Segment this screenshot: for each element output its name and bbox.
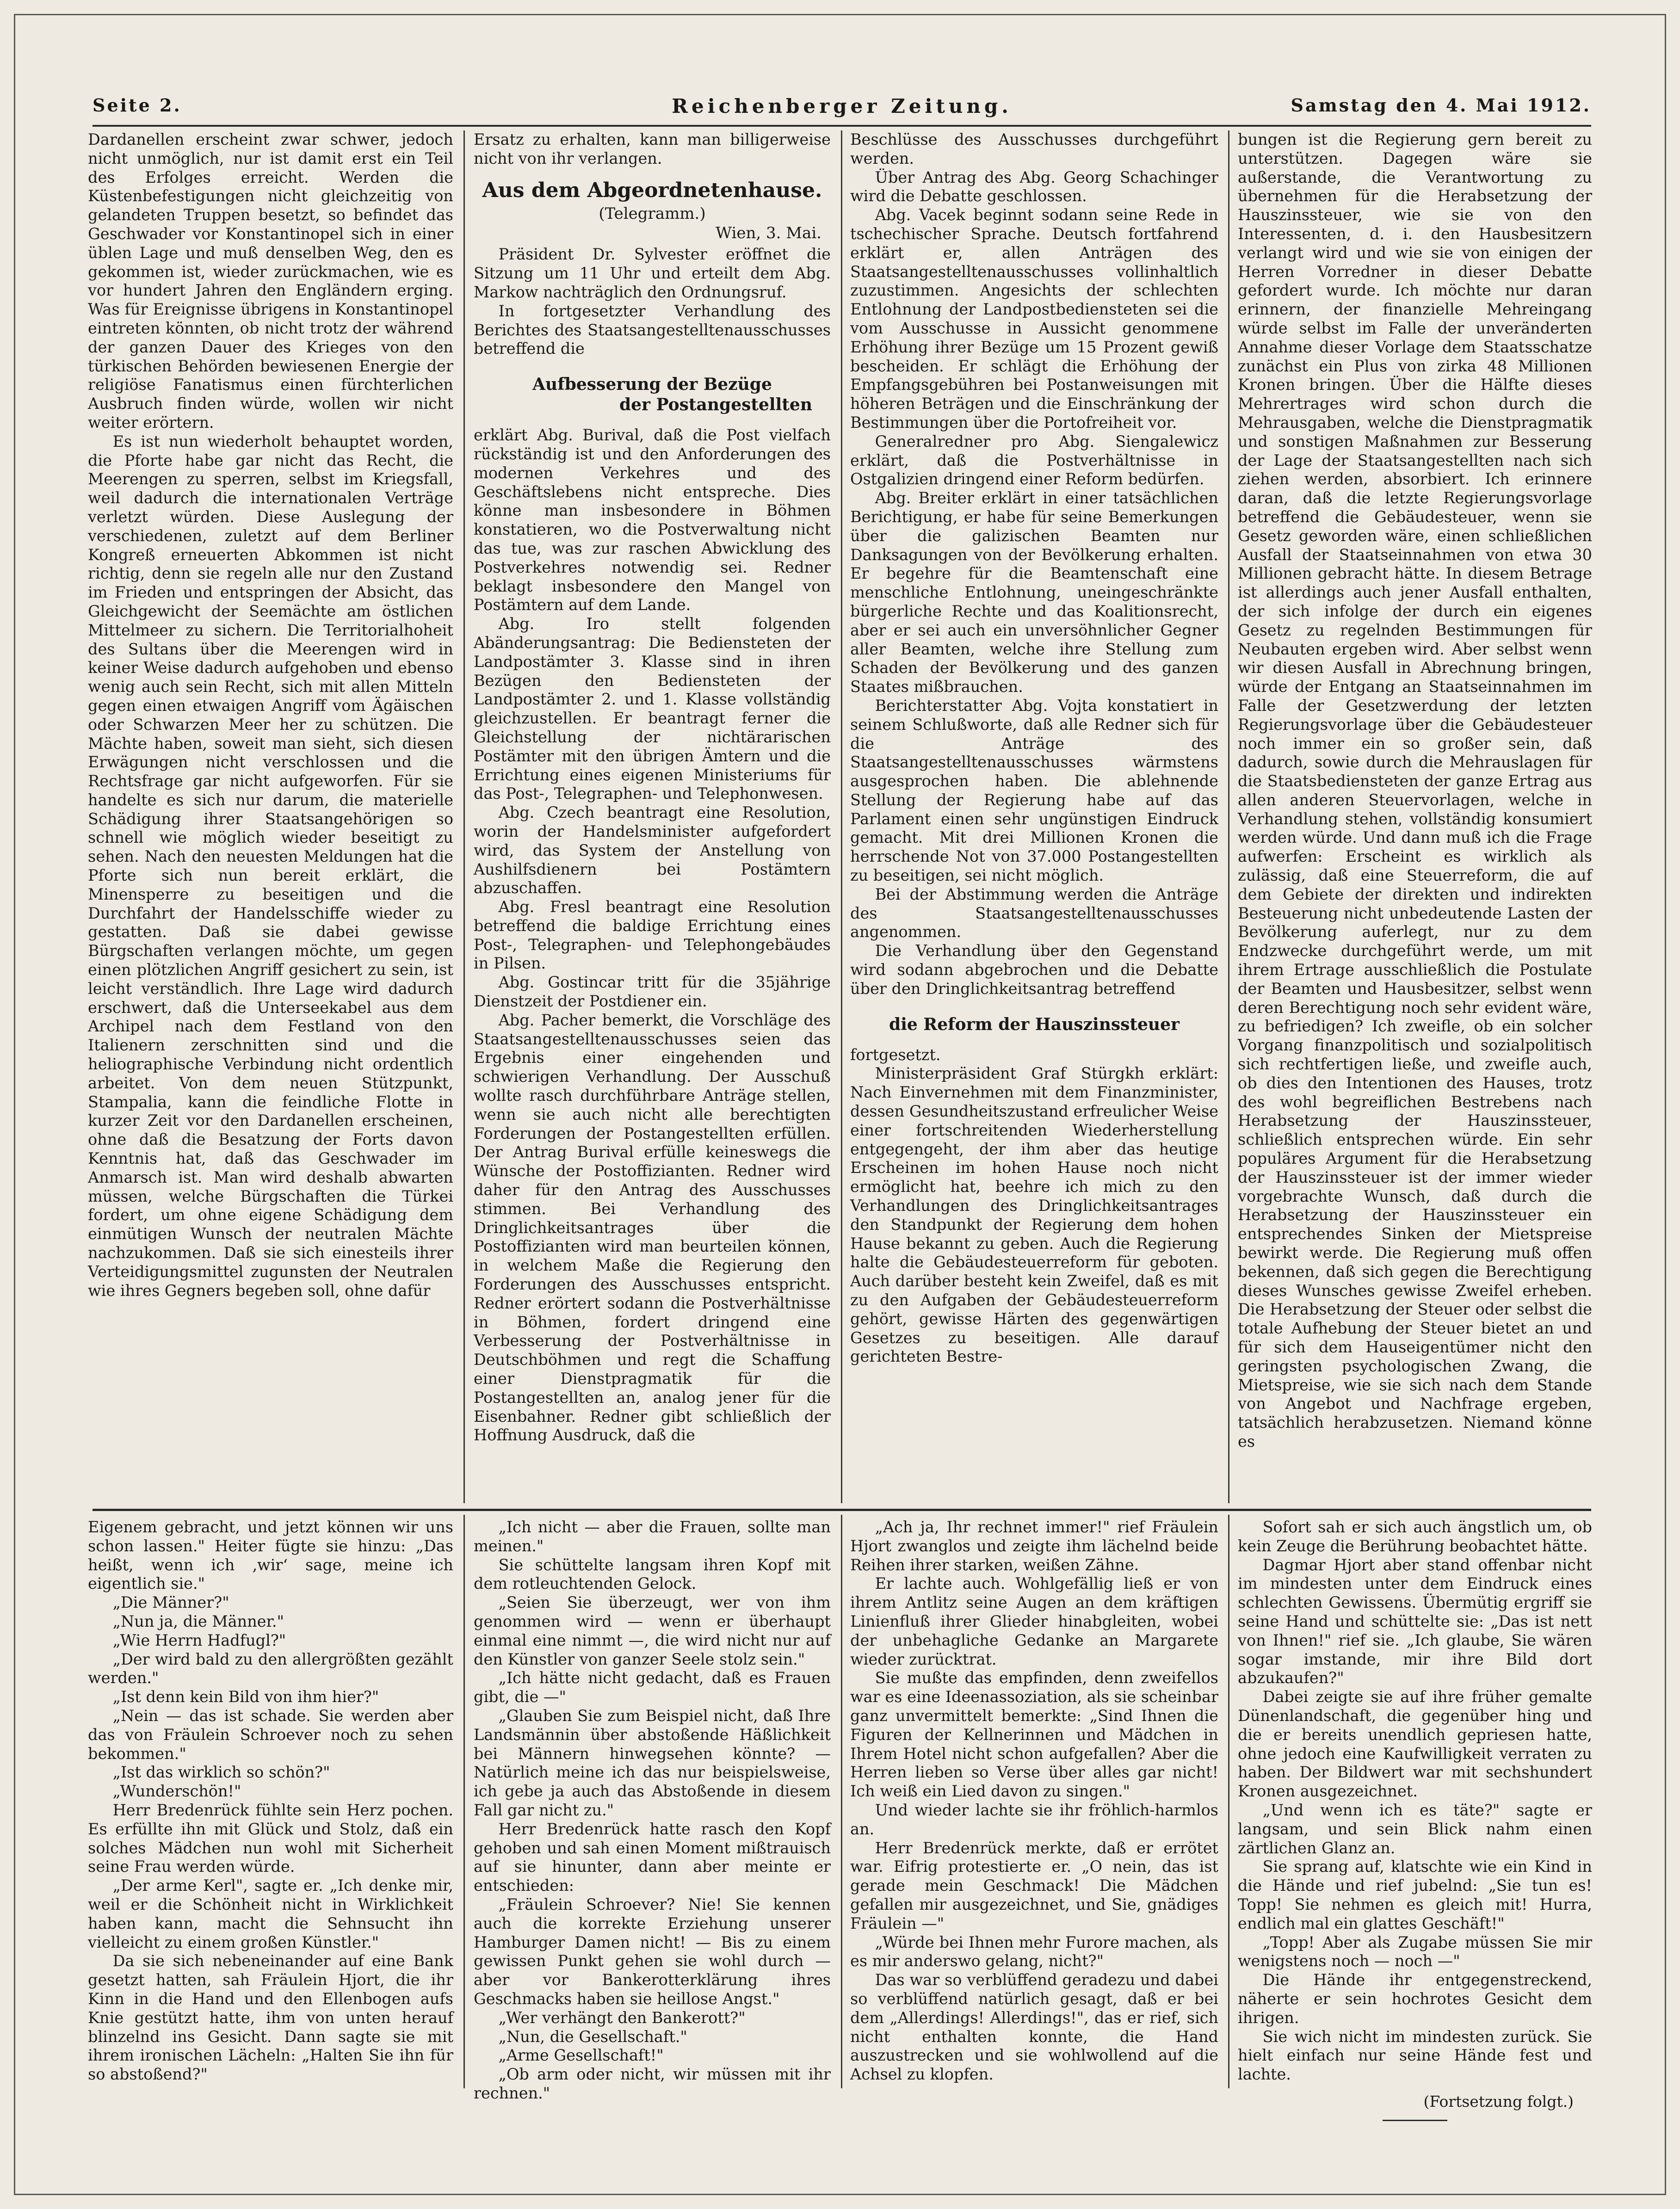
story-paragraph: Herr Bredenrück fühlte sein Herz pochen. Es erfüllte ihn mit Glück und Stolz, daß ein solches Mädchen nun wohl mit Sicherheit seine Frau werden würde.	[88, 1801, 453, 1876]
article-paragraph: In fortgesetzter Verhandlung des Berichtes des Staatsangestelltenausschusses betreffend die	[474, 302, 831, 358]
feuilleton-column-3	[850, 1518, 1218, 2087]
article-paragraph: Die Verhandlung über den Gegenstand wird sodann abgebrochen und die Debatte über den Dringlichkeitsantrag betreffend	[850, 942, 1218, 998]
story-paragraph: „Ob arm oder nicht, wir müssen mit ihr rechnen."	[474, 2065, 831, 2102]
story-paragraph: „Arme Gesellschaft!"	[498, 2046, 664, 2065]
article-paragraph: Präsident Dr. Sylvester eröffnet die Sitzung um 11 Uhr und erteilt dem Abg. Markow nachträglich den Ordnungsruf.	[474, 245, 831, 301]
article-headline: Aus dem Abgeordnetenhause.	[482, 178, 822, 202]
newspaper-title: Reichenberger Zeitung.	[672, 95, 1012, 117]
story-paragraph: „Topp! Aber als Zugabe müssen Sie mir wenigstens noch — noch —"	[1238, 1933, 1592, 1970]
story-paragraph: „Ich hätte nicht gedacht, daß es Frauen gibt, die —"	[474, 1669, 831, 1706]
continuation-note: (Fortsetzung folgt.)	[1423, 2092, 1574, 2110]
article-paragraph: Abg. Pacher bemerkt, die Vorschläge des Staatsangestelltenausschusses seien das Ergebnis einer eingehenden und schwierigen Verhandlung. Der Ausschuß wollte rasch durchführbare Anträge stellen, wenn sie auch nicht alle berechtigten Forderungen der Postangestellten erfüllen. Der Antrag Burival erfülle keineswegs die Wünsche der Postoffizianten. Redner wird daher für den Antrag des Ausschusses stimmen. Bei Verhandlung des Dringlichkeitsantrages über die Postoffizianten wird man beurteilen können, in welchem Maße die Regierung den Forderungen des Ausschusses entspricht. Redner erörtert sodann die Postverhältnisse in Böhmen, fordert dringend eine Verbesserung der Postverhältnisse in Deutschböhmen und regt die Schaffung einer Dienstpragmatik für die Postangestellten an, analog jener für die Eisenbahner. Redner gibt schließlich der Hoffnung Ausdruck, daß die	[474, 1011, 831, 1444]
feuilleton-column-2	[474, 1518, 831, 2102]
top-column-2	[474, 130, 831, 1502]
article-paragraph: Berichterstatter Abg. Vojta konstatiert in seinem Schlußworte, daß alle Redner sich für die Anträge des Staatsangestelltenausschusses wärmstens ausgesprochen haben. Die ablehnende Stellung der Regierung habe auf das Parlament einen sehr ungünstigen Eindruck gemacht. Mit drei Millionen Kronen die herrschende Not von 37.000 Postangestellten zu beseitigen, sei nicht möglich.	[850, 696, 1218, 885]
column-rule-2	[841, 130, 842, 1503]
section-title	[474, 374, 831, 415]
story-paragraph: Sie mußte das empfinden, denn zweifellos war es eine Ideenassoziation, als sie scheinbar ganz unvermittelt bemerkte: „Sind Ihnen die Figuren der Kellnerinnen und Mädchen in Ihrem Hotel nicht schon aufgefallen? Aber die Herren lieben so Verse über alles gar nicht! Ich weiß ein Lied davon zu singen."	[850, 1669, 1218, 1801]
story-paragraph: „Ist das wirklich so schön?"	[112, 1763, 330, 1782]
article-paragraph: Abg. Fresl beantragt eine Resolution betreffend die baldige Errichtung eines Post-, Telegraphen- und Telephongebäudes in Pilsen.	[474, 898, 831, 973]
story-paragraph: Das war so verblüffend geradezu und dabei so verblüffend natürlich gesagt, daß er bei dem „Allerdings! Allerdings!", das er rief, sich nicht enthalten konnte, die Hand auszustrecken und sie wohlwollend auf die Achsel zu klopfen.	[850, 1971, 1218, 2084]
story-paragraph: Dagmar Hjort aber stand offenbar nicht im mindesten unter dem Eindruck eines schlechten Gewissens. Übermütig ergriff sie seine Hand und schüttelte sie: „Das ist nett von Ihnen!" rief sie. „Ich glaube, Sie wären sogar imstande, mir ihre Bild dort abzukaufen?"	[1238, 1555, 1592, 1687]
end-rule	[1383, 2120, 1447, 2121]
article-paragraph: Dardanellen erscheint zwar schwer, jedoch nicht unmöglich, nur ist damit erst ein Teil des Erfolges erreicht. Werden die Küstenbefestigungen nicht gleichzeitig von gelandeten Truppen besetzt, so befindet das Geschwader vor Konstantinopel sich in einer üblen Lage und muß denselben Weg, den es gekommen ist, wieder zurückmachen, wie es vor hundert Jahren den Engländern erging. Was für Ereignisse übrigens in Konstantinopel eintreten könnten, ob nicht trotz der während der ganzen Dauer des Krieges von den türkischen Behörden bewiesenen Energie der religiöse Fanatismus einen fürchterlichen Ausbruch finden würde, wollen wir nicht weiter erörtern.	[88, 130, 453, 432]
feuilleton-column-4	[1238, 1518, 1592, 2110]
story-paragraph: Dabei zeigte sie auf ihre früher gemalte Dünenlandschaft, die gegenüber hing und die er bereits unendlich gepriesen hatte, ohne jedoch eine Kaufwilligkeit verraten zu haben. Der Bildwert war mit sechshundert Kronen ausgezeichnet.	[1238, 1688, 1592, 1801]
story-paragraph: „Glauben Sie zum Beispiel nicht, daß Ihre Landsmännin über abstoßende Häßlichkeit bei Männern hinwegsehen könnte? — Natürlich meine ich das nur beispielsweise, ich gebe ja auch das Abstoßende in diesem Fall gar nicht zu."	[474, 1706, 831, 1819]
column-rule-4	[463, 1515, 465, 2088]
story-paragraph: „Nein — das ist schade. Sie werden aber das von Fräulein Schroever noch zu sehen bekommen."	[88, 1706, 453, 1763]
story-paragraph: Da sie sich nebeneinander auf eine Bank gesetzt hatten, sah Fräulein Hjort, die ihr Kinn in die Hand und den Ellenbogen aufs Knie gestützt hatte, ihm von unten herauf blinzelnd ins Gesicht. Dann sagte sie mit ihrem ironischen Lächeln: „Halten Sie ihn für so abstoßend?"	[88, 1952, 453, 2084]
story-paragraph: Die Hände ihr entgegenstreckend, näherte er sein hochrotes Gesicht dem ihrigen.	[1238, 1971, 1592, 2027]
article-paragraph: Bei der Abstimmung werden die Anträge des Staatsangestelltenausschusses angenommen.	[850, 885, 1218, 941]
article-subhead: (Telegramm.)	[599, 204, 706, 223]
column-rule-6	[1228, 1515, 1229, 2088]
top-column-4	[1238, 130, 1592, 1502]
article-paragraph: Abg. Czech beantragt eine Resolution, worin der Handelsminister aufgefordert wird, das System der Anstellung von Aushilfsdienern bei Postämtern abzuschaffen.	[474, 803, 831, 897]
article-paragraph: Abg. Breiter erklärt in einer tatsächlichen Berichtigung, er habe für seine Bemerkungen über die galizischen Beamten nur Danksagungen von der Bevölkerung erhalten. Er begehre für die Beamtenschaft eine menschliche Entlohnung, uneingeschränkte bürgerliche Rechte und das Koalitionsrecht, aber er sei auch ein unversöhnlicher Gegner aller Beamten, welche ihre Stellung zum Schaden der Bevölkerung und des ganzen Staates mißbrauchen.	[850, 489, 1218, 696]
column-rule-3	[1228, 130, 1229, 1503]
article-paragraph: erklärt Abg. Burival, daß die Post vielfach rückständig ist und den Anforderungen des modernen Verkehres und des Geschäftslebens nicht entspreche. Dies könne man insbesondere in Böhmen konstatieren, wo die Postverwaltung nicht das tue, was zur raschen Abwicklung des Postverkehres notwendig sei. Redner beklagt insbesondere den Mangel von Postämtern auf dem Lande.	[474, 426, 831, 614]
story-paragraph: Sie schüttelte langsam ihren Kopf mit dem rotleuchtenden Gelock.	[474, 1555, 831, 1593]
page-header	[93, 95, 1591, 123]
feuilleton-column-1	[88, 1518, 453, 2087]
story-paragraph: Er lachte auch. Wohlgefällig ließ er von ihrem Antlitz seine Augen an dem kräftigen Linienfluß ihrer Glieder hinabgleiten, wobei der unbehagliche Gedanke an Margarete wieder zurücktrat.	[850, 1574, 1218, 1668]
top-column-1	[88, 130, 453, 1502]
story-paragraph: „Der arme Kerl", sagte er. „Ich denke mir, weil er die Schönheit nicht in Wirklichkeit haben kann, macht die Sehnsucht ihn vielleicht zu einem großen Künstler."	[88, 1876, 453, 1951]
story-paragraph: „Und wenn ich es täte?" sagte er langsam, und sein Blick nahm einen zärtlichen Glanz an.	[1238, 1801, 1592, 1857]
header-rule	[93, 125, 1591, 127]
article-paragraph: Ministerpräsident Graf Stürgkh erklärt: Nach Einvernehmen mit dem Finanzminister, dessen Gesundheitszustand erfreulicher Weise einer fortschreitenden Wiederherstellung entgegengeht, der ihm aber das heutige Erscheinen im hohen Hause noch nicht ermöglicht hat, beehre ich mich zu den Verhandlungen des Dringlichkeitsantrages den Standpunkt der Regierung dem hohen Hause bekannt zu geben. Auch die Regierung halte die Gebäudesteuerreform für geboten. Auch darüber besteht kein Zweifel, daß es mit zu den Aufgaben der Gebäudesteuerreform gehört, gewisse Härten des gegenwärtigen Gesetzes zu beseitigen. Alle darauf gerichteten Bestre-	[850, 1064, 1218, 1366]
article-paragraph: Generalredner pro Abg. Siengalewicz erklärt, daß die Postverhältnisse in Ostgalizien dringend einer Reform bedürfen.	[850, 432, 1218, 488]
story-paragraph: „Seien Sie überzeugt, wer von ihm genommen wird — wenn er überhaupt einmal eine nimmt —, die wird nicht nur auf den Künstler von ganzer Seele stolz sein."	[474, 1593, 831, 1668]
section-title-line-2: der Postangestellten	[619, 395, 812, 415]
article-paragraph: fortgesetzt.	[850, 1045, 941, 1064]
article-paragraph: bungen ist die Regierung gern bereit zu unterstützen. Dagegen wäre sie außerstande, die Verantwortung zu übernehmen für die Herabsetzung der Hauszinssteuer, wie sie von den Interessenten, d. i. den Hausbesitzern verlangt wird und wie sie von einigen der Herren Vorredner in dieser Debatte gefordert wurde. Ich möchte nur daran erinnern, der finanzielle Mehreingang würde selbst im Falle der unveränderten Annahme dieser Vorlage dem Staatsschatze zunächst ein Plus von zirka 48 Millionen Kronen bringen. Über die Hälfte dieses Mehrertrages wird schon durch die Mehrausgaben, welche die Dienstpragmatik und sonstigen Maßnahmen zur Besserung der Lage der Staatsangestellten nach sich ziehen werden, absorbiert. Ich erinnere daran, daß die letzte Regierungsvorlage betreffend die Gebäudesteuer, wenn sie Gesetz geworden wäre, einen schließlichen Ausfall der Staatseinnahmen von etwa 30 Millionen gebracht hätte. In diesem Betrage ist allerdings auch jener Ausfall enthalten, der sich infolge der durch ein eigenes Gesetz zu regelnden Bestimmungen für Neubauten ergeben wird. Aber selbst wenn wir diesen Ausfall in Abrechnung bringen, würde der Entgang an Staatseinnahmen im Falle der Gesetzwerdung der letzten Regierungsvorlage über die Gebäudesteuer noch immer ein so großer sein, daß dadurch, sowie durch die Mehrauslagen für die Staatsbediensteten der ganze Ertrag aus allen anderen Steuervorlagen, welche in Verhandlung stehen, vollständig konsumiert werden würde. Und dann muß ich die Frage aufwerfen: Erscheint es wirklich als zulässig, daß eine Steuerreform, die auf dem Gebiete der direkten und indirekten Besteuerung nicht unbedeutende Lasten der Bevölkerung auferlegt, nur zu dem Endzwecke durchgeführt werde, um mit ihrem Ertrage ausschließlich die Postulate der Beamten und Hausbesitzer, selbst wenn deren Berechtigung noch sehr evident wäre, zu befriedigen? Ich zweifle, ob ein solcher Vorgang finanzpolitisch und sozialpolitisch sich rechtfertigen ließe, und zweifle auch, ob dies den Intentionen des Hauses, trotz des wohl begreiflichen Bestrebens nach Herabsetzung der Hauszinssteuer, schließlich entsprechen würde. Ein sehr populäres Argument für die Herabsetzung der Hauszinssteuer ist der immer wieder vorgebrachte Wunsch, daß durch die Herabsetzung der Hauszinssteuer ein entsprechendes Sinken der Mietspreise bewirkt werde. Die Regierung muß offen bekennen, daß sich gegen die Berechtigung dieses Wunsches gewisse Zweifel erheben. Die Herabsetzung der Steuer oder selbst die totale Aufhebung der Steuer bietet an und für sich dem Hauseigentümer nicht den geringsten psychologischen Zwang, die Mietspreise, wie sie sich nach dem Stande von Angebot und Nachfrage ergeben, tatsächlich herabzusetzen. Niemand könne es	[1238, 130, 1592, 1450]
story-paragraph: Sie wich nicht im mindesten zurück. Sie hielt einfach nur seine Hände fest und lachte.	[1238, 2027, 1592, 2084]
article-dateline: Wien, 3. Mai.	[716, 223, 821, 242]
story-paragraph: Sie sprang auf, klatschte wie ein Kind in die Hände und rief jubelnd: „Sie tun es! Topp! Sie nehmen es gleich mit! Hurra, endlich mal ein glattes Geschäft!"	[1238, 1857, 1592, 1932]
story-paragraph: „Nun, die Gesellschaft."	[498, 2027, 687, 2046]
article-paragraph: Beschlüsse des Ausschusses durchgeführt werden.	[850, 130, 1218, 167]
story-paragraph: Eigenem gebracht, und jetzt können wir uns schon lassen." Heiter fügte sie hinzu: „Das heißt, wenn ich ‚wir‘ sage, meine ich eigentlich sie."	[88, 1518, 453, 1593]
article-paragraph: Abg. Gostincar tritt für die 35jährige Dienstzeit der Postdiener ein.	[474, 973, 831, 1011]
story-paragraph: Sofort sah er sich auch ängstlich um, ob kein Zeuge die Berührung beobachtet hätte.	[1238, 1518, 1592, 1555]
section-title: die Reform der Hauszinssteuer	[889, 1014, 1180, 1034]
article-paragraph: Über Antrag des Abg. Georg Schachinger wird die Debatte geschlossen.	[850, 168, 1218, 205]
article-paragraph: Ersatz zu erhalten, kann man billigerweise nicht von ihr verlangen.	[474, 130, 831, 167]
story-paragraph: „Der wird bald zu den allergrößten gezählt werden."	[88, 1650, 453, 1687]
story-paragraph: „Fräulein Schroever? Nie! Sie kennen auch die korrekte Erziehung unserer Hamburger Damen nicht! — Bis zu einem gewissen Punkt gehen sie wohl durch — aber vor Bankerotterklärung ihres Geschmacks haben sie heillose Angst."	[474, 1895, 831, 2008]
story-paragraph: „Nun ja, die Männer."	[112, 1612, 284, 1630]
page-number: Seite 2.	[93, 95, 182, 116]
issue-date: Samstag den 4. Mai 1912.	[1291, 95, 1591, 116]
feuilleton-divider	[93, 1509, 1591, 1511]
story-paragraph: „Die Männer?"	[112, 1593, 229, 1612]
story-paragraph: Und wieder lachte sie ihr fröhlich-harmlos an.	[850, 1801, 1218, 1838]
story-paragraph: „Ist denn kein Bild von ihm hier?"	[112, 1688, 379, 1706]
article-paragraph: Es ist nun wiederholt behauptet worden, die Pforte habe gar nicht das Recht, die Meerengen zu sperren, selbst im Kriegsfall, weil dadurch die internationalen Verträge verletzt würden. Diese Auslegung der verschiedenen, zuletzt auf dem Berliner Kongreß erneuerten Abkommen ist nicht richtig, denn sie regeln alle nur den Zustand im Frieden und entspringen der Absicht, das Gleichgewicht der Seemächte am östlichen Mittelmeer zu sichern. Die Territorialhoheit des Sultans über die Meerengen wird in keiner Weise dadurch aufgehoben und ebenso wenig auch sein Recht, sich mit allen Mitteln gegen einen etwaigen Angriff vom Ägäischen oder Schwarzen Meer her zu schützen. Die Mächte haben, soweit man sieht, sich diesen Erwägungen nicht verschlossen und die Rechtsfrage gar nicht aufgeworfen. Für sie handelte es sich nur darum, die materielle Schädigung ihrer Staatsangehörigen so schnell wie möglich wieder beseitigt zu sehen. Nach den neuesten Meldungen hat die Pforte sich nun bereit erklärt, die Minensperre zu beseitigen und die Durchfahrt der Handelsschiffe wieder zu gestatten. Daß sie dabei gewisse Bürgschaften verlangen möchte, um gegen einen plötzlichen Angriff gesichert zu sein, ist leicht verständlich. Ihre Lage wird dadurch erschwert, daß die Unterseekabel aus dem Archipel nach dem Festland von den Italienern zerschnitten sind und die heliographische Verbindung nicht ordentlich arbeitet. Von dem neuen Stützpunkt, Stampalia, kann die feindliche Flotte in kurzer Zeit vor den Dardanellen erscheinen, ohne daß die Besatzung der Forts davon Kenntnis hat, daß das Geschwader im Anmarsch ist. Man wird deshalb abwarten müssen, welche Bürgschaften die Türkei fordert, um ohne eigene Schädigung dem einmütigen Wunsch der neutralen Mächte nachzukommen. Daß sie sich einesteils ihrer Verteidigungsmittel zugunsten der Neutralen wie ihres Gegners begeben soll, ohne dafür	[88, 432, 453, 1300]
story-paragraph: „Würde bei Ihnen mehr Furore machen, als es mir anderswo gelang, nicht?"	[850, 1933, 1218, 1970]
story-paragraph: „Ach ja, Ihr rechnet immer!" rief Fräulein Hjort zwanglos und zeigte ihm lächelnd beide Reihen ihrer starken, weißen Zähne.	[850, 1518, 1218, 1574]
section-title-line-1: Aufbesserung der Bezüge	[532, 375, 772, 395]
column-rule-5	[841, 1515, 842, 2088]
story-paragraph: „Ich nicht — aber die Frauen, sollte man meinen."	[474, 1518, 831, 1555]
article-paragraph: Abg. Vacek beginnt sodann seine Rede in tschechischer Sprache. Deutsch fortfahrend erklärt er, allen Anträgen des Staatsangestelltenausschusses vollinhaltlich zuzustimmen. Angesichts der schlechten Entlohnung der Landpostbediensteten sei die vom Ausschusse in Aussicht genommene Erhöhung ihrer Bezüge um 15 Prozent gewiß bescheiden. Er schlägt die Erhöhung der Empfangsgebühren bei Postanweisungen mit höheren Beträgen und die Einschränkung der Bestimmungen über die Portofreiheit vor.	[850, 206, 1218, 432]
story-paragraph: Herr Bredenrück merkte, daß er errötet war. Eifrig protestierte er. „O nein, das ist gerade mein Geschmack! Die Mädchen gefallen mir ausgezeichnet, und Sie, gnädiges Fräulein —"	[850, 1839, 1218, 1932]
story-paragraph: „Wer verhängt den Bankerott?"	[498, 2008, 746, 2027]
column-rule-1	[463, 130, 465, 1503]
article-paragraph: Abg. Iro stellt folgenden Abänderungsantrag: Die Bediensteten der Landpostämter 3. Klasse sind in ihren Bezügen den Bediensteten der Landpostämter 2. und 1. Klasse vollständig gleichzustellen. Er beantragt ferner die Gleichstellung der nichtärarischen Postämter mit den übrigen Ämtern und die Errichtung eines eigenen Ministeriums für das Post-, Telegraphen- und Telephonwesen.	[474, 615, 831, 803]
story-paragraph: Herr Bredenrück hatte rasch den Kopf gehoben und sah einen Moment mißtrauisch auf sie hinunter, dann aber meinte er entschieden:	[474, 1820, 831, 1895]
story-paragraph: „Wunderschön!"	[112, 1782, 241, 1801]
story-paragraph: „Wie Herrn Hadfugl?"	[112, 1631, 286, 1649]
top-column-3	[850, 130, 1218, 1502]
